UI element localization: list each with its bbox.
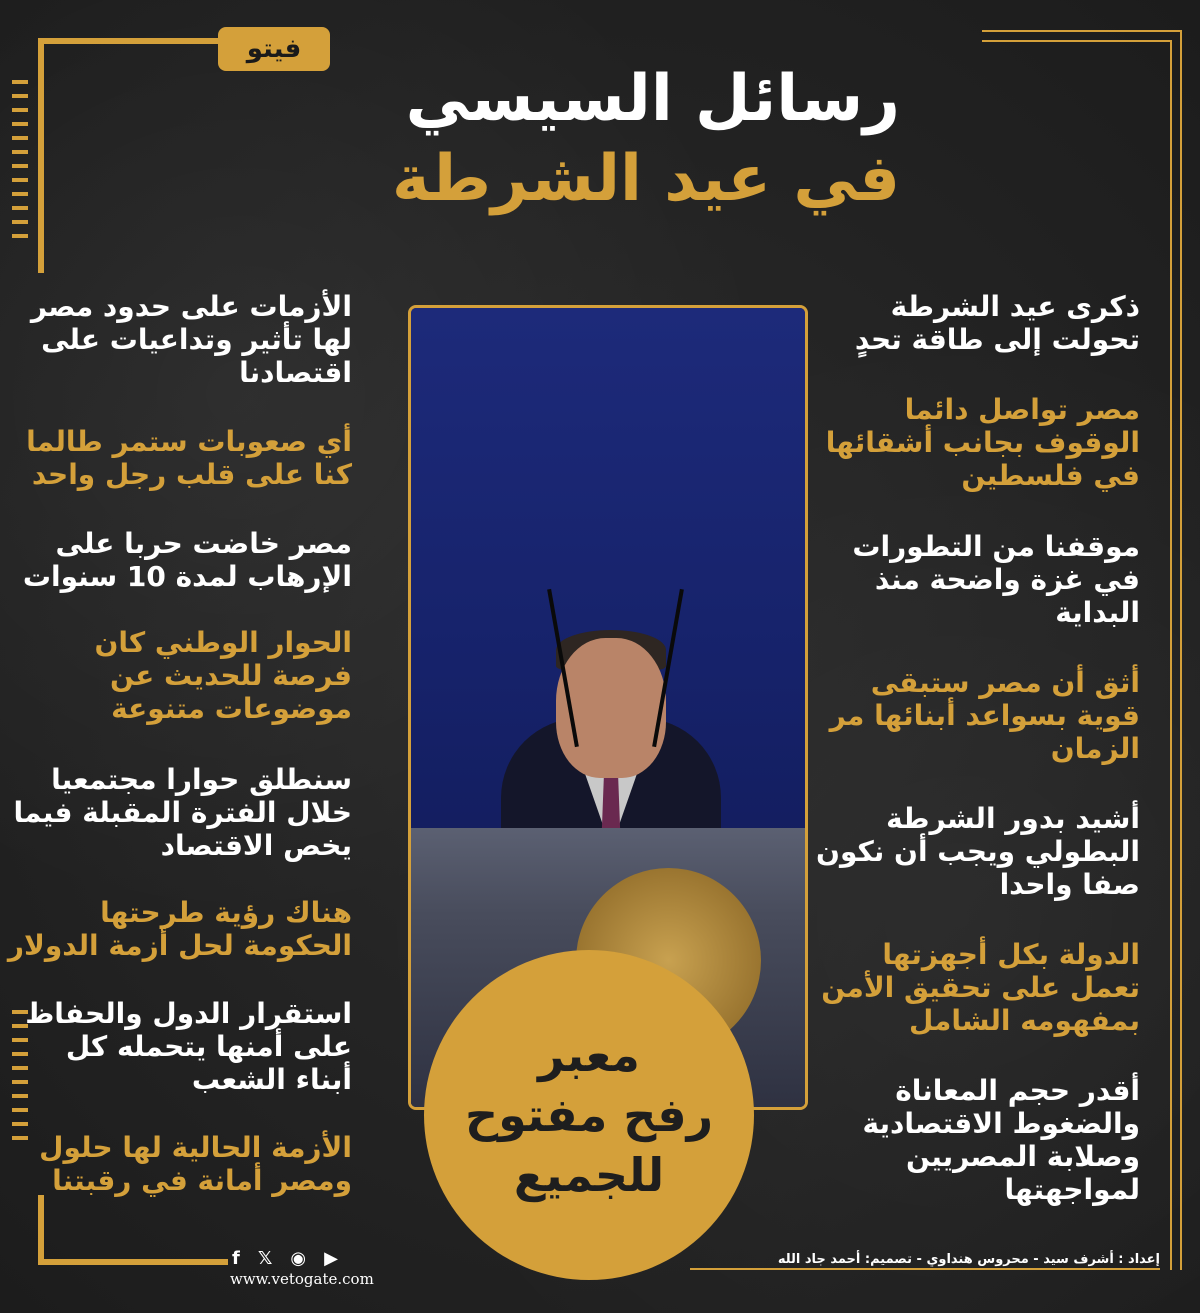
- message-item: الأزمة الحالية لها حلول ومصر أمانة في رقبتنا: [39, 1131, 352, 1197]
- message-item: مصر خاضت حربا على الإرهاب لمدة 10 سنوات: [22, 527, 352, 593]
- twitter-icon[interactable]: 𝕏: [257, 1248, 273, 1269]
- message-item: هناك رؤية طرحتها الحكومة لحل أزمة الدولار: [7, 896, 352, 962]
- frame-line: [982, 30, 1182, 32]
- message-item: استقرار الدول والحفاظ على أمنها يتحمله كل أبناء الشعب: [25, 997, 352, 1096]
- decorative-dashes: [12, 80, 28, 238]
- credits-text: إعداد : أشرف سيد - محروس هنداوي - تصميم: أحمد جاد الله: [777, 1252, 1160, 1267]
- circle-line: رفح مفتوح: [464, 1088, 714, 1142]
- frame-line: [1180, 30, 1182, 1270]
- veto-logo: [218, 27, 330, 71]
- page-subtitle: في عيد الشرطة: [391, 142, 900, 216]
- highlight-circle: [424, 950, 754, 1280]
- frame-line: [38, 38, 44, 273]
- message-item: ذكرى عيد الشرطة تحولت إلى طاقة تحدٍ: [854, 290, 1140, 356]
- message-item: أقدر حجم المعاناة والضغوط الاقتصادية وصلابة المصريين لمواجهتها: [862, 1074, 1140, 1206]
- logo-text: فيتو: [246, 34, 302, 64]
- facebook-icon[interactable]: f: [232, 1248, 240, 1269]
- message-item: الدولة بكل أجهزتها تعمل على تحقيق الأمن بمفهومه الشامل: [821, 938, 1140, 1037]
- circle-line: للجميع: [513, 1148, 665, 1202]
- circle-line: معبر: [538, 1028, 640, 1082]
- frame-line: [982, 40, 1172, 42]
- page-title: رسائل السيسي: [405, 62, 900, 136]
- message-item: أشيد بدور الشرطة البطولي ويجب أن نكون صفا واحدا: [816, 802, 1140, 901]
- instagram-icon[interactable]: ◉: [290, 1248, 307, 1269]
- photo-head: [556, 638, 666, 778]
- social-icons: [232, 1248, 338, 1269]
- message-item: أي صعوبات ستمر طالما كنا على قلب رجل واحد: [26, 425, 352, 491]
- frame-line: [38, 1259, 228, 1265]
- frame-line: [38, 38, 218, 44]
- frame-line: [1170, 40, 1172, 1270]
- frame-line: [38, 1195, 44, 1265]
- message-item: مصر تواصل دائما الوقوف بجانب أشقائها في فلسطين: [825, 393, 1140, 492]
- message-item: سنطلق حوارا مجتمعيا خلال الفترة المقبلة فيما يخص الاقتصاد: [13, 763, 352, 862]
- frame-line: [690, 1268, 1160, 1270]
- message-item: الحوار الوطني كان فرصة للحديث عن موضوعات متنوعة: [94, 626, 352, 725]
- message-item: الأزمات على حدود مصر لها تأثير وتداعيات على اقتصادنا: [30, 290, 352, 389]
- website-url[interactable]: www.vetogate.com: [230, 1270, 374, 1288]
- message-item: موقفنا من التطورات في غزة واضحة منذ البداية: [852, 530, 1140, 629]
- youtube-icon[interactable]: ▶: [324, 1248, 338, 1269]
- message-item: أثق أن مصر ستبقى قوية بسواعد أبنائها مر الزمان: [829, 666, 1140, 765]
